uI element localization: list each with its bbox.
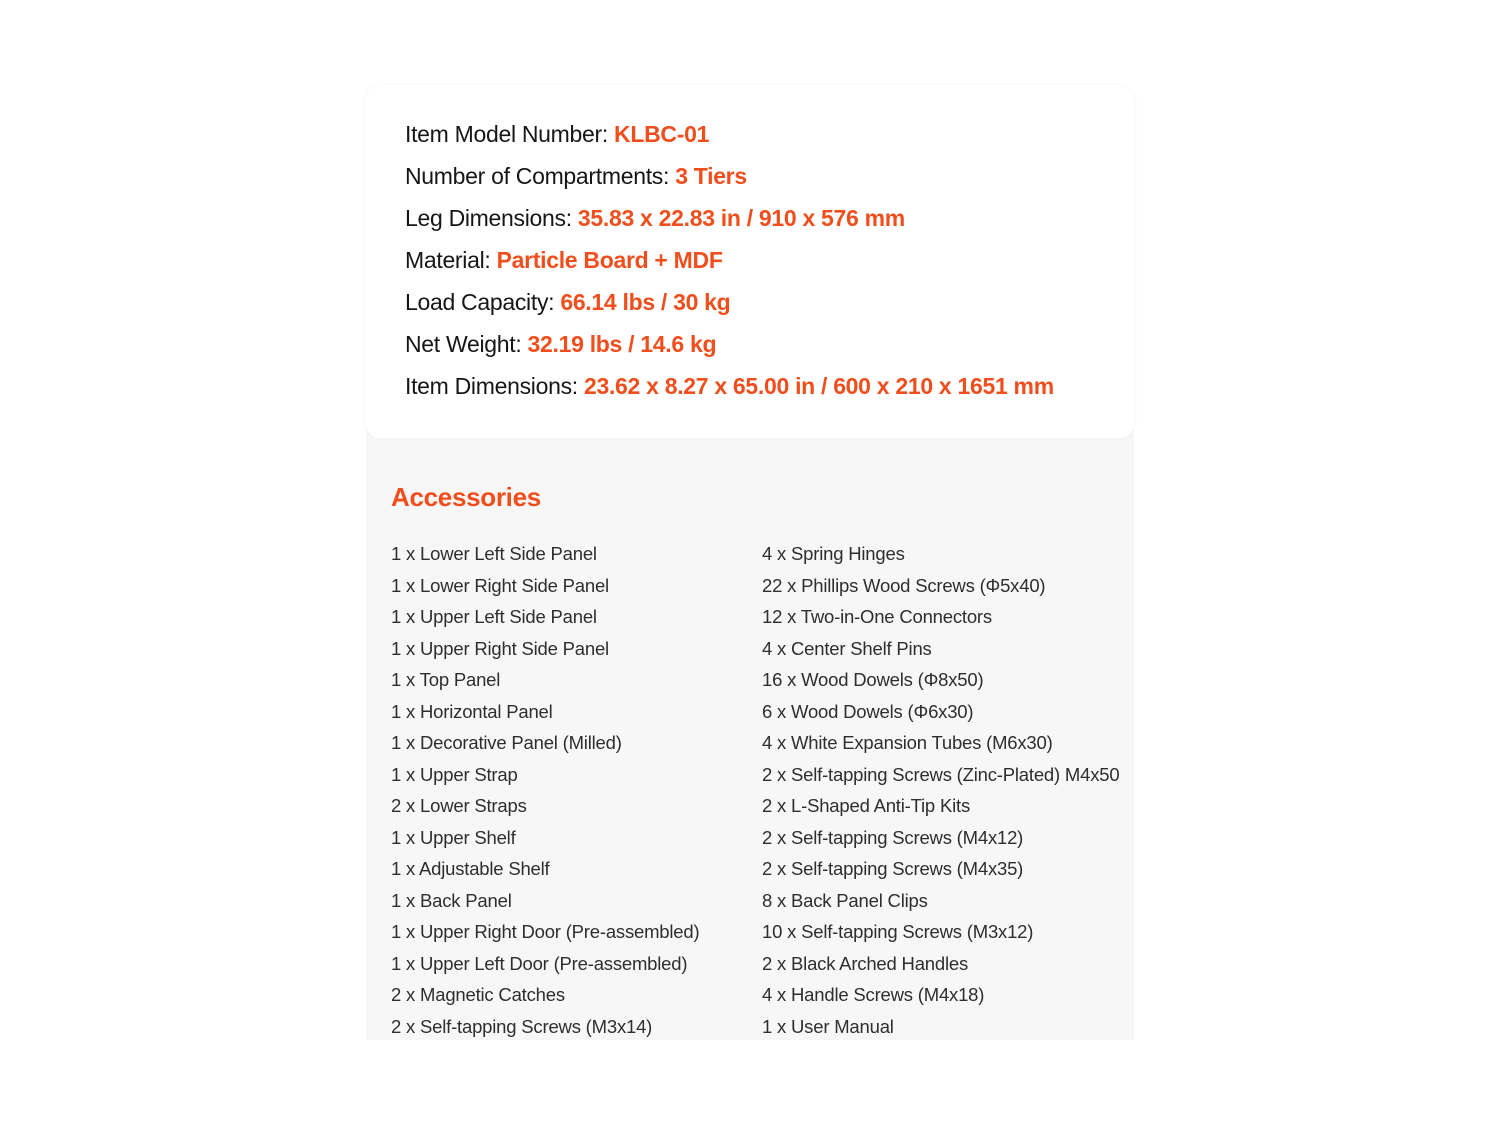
list-item: 2 x Self-tapping Screws (Zinc-Plated) M4x50	[762, 763, 1120, 785]
list-item: 16 x Wood Dowels (Φ8x50)	[762, 669, 984, 690]
list-item: 6 x Wood Dowels (Φ6x30)	[762, 700, 974, 722]
list-item: 2 x Self-tapping Screws (M4x35)	[762, 858, 1024, 879]
spec-value: 3 Tiers	[675, 163, 747, 189]
list-item: 1 x Lower Right Side Panel	[391, 574, 609, 596]
list-item: 2 x Self-tapping Screws (M4x12)	[762, 826, 1024, 848]
spec-label: Number of Compartments:	[405, 163, 670, 189]
list-item: 1 x Back Panel	[391, 889, 512, 911]
list-item: 1 x Upper Shelf	[391, 826, 516, 848]
list-item: 2 x Black Arched Handles	[762, 952, 969, 974]
list-item: 4 x Center Shelf Pins	[762, 637, 932, 659]
list-item: 10 x Self-tapping Screws (M3x12)	[762, 921, 1034, 942]
list-item: 1 x Upper Right Side Panel	[391, 637, 609, 659]
spec-row-load-capacity	[405, 281, 1054, 323]
spec-row-item-dimensions	[405, 365, 1054, 407]
list-item: 1 x Top Panel	[391, 669, 501, 690]
list-item: 2 x Self-tapping Screws (M3x14)	[391, 1015, 653, 1037]
spec-label: Net Weight:	[405, 331, 522, 357]
list-item: 1 x Adjustable Shelf	[391, 858, 550, 879]
list-item: 1 x Upper Left Side Panel	[391, 606, 597, 627]
list-item: 4 x Handle Screws (M4x18)	[762, 984, 985, 1005]
list-item: 2 x Magnetic Catches	[391, 984, 565, 1005]
accessories-list-right	[762, 538, 1119, 1042]
spec-label: Item Dimensions:	[405, 373, 578, 399]
spec-value: 23.62 x 8.27 x 65.00 in / 600 x 210 x 1651 mm	[583, 373, 1054, 399]
list-item: 1 x Upper Strap	[391, 763, 518, 785]
spec-row-net-weight	[405, 323, 1054, 365]
list-item: 1 x Lower Left Side Panel	[391, 543, 597, 564]
list-item: 2 x Lower Straps	[391, 795, 527, 816]
accessories-title: Accessories	[391, 482, 541, 512]
list-item: 4 x Spring Hinges	[762, 543, 905, 564]
list-item: 1 x Upper Left Door (Pre-assembled)	[391, 952, 688, 974]
list-item: 12 x Two-in-One Connectors	[762, 606, 992, 627]
spec-row-material	[405, 239, 1054, 281]
list-item: 4 x White Expansion Tubes (M6x30)	[762, 732, 1053, 753]
spec-value: KLBC-01	[614, 121, 710, 147]
spec-row-compartments	[405, 155, 1054, 197]
spec-label: Material:	[405, 247, 491, 273]
list-item: 1 x Upper Right Door (Pre-assembled)	[391, 921, 700, 942]
list-item: 1 x User Manual	[762, 1015, 894, 1037]
spec-row-model-number	[405, 113, 1054, 155]
spec-label: Load Capacity:	[405, 289, 555, 315]
list-item: 22 x Phillips Wood Screws (Φ5x40)	[762, 574, 1046, 596]
list-item: 8 x Back Panel Clips	[762, 889, 928, 911]
spec-value: 66.14 lbs / 30 kg	[560, 289, 731, 315]
list-item: 2 x L-Shaped Anti-Tip Kits	[762, 795, 971, 816]
spec-label: Item Model Number:	[405, 121, 608, 147]
spec-value: 35.83 x 22.83 in / 910 x 576 mm	[577, 205, 905, 231]
spec-row-leg-dimensions	[405, 197, 1054, 239]
spec-value: Particle Board + MDF	[496, 247, 723, 273]
spec-value: 32.19 lbs / 14.6 kg	[527, 331, 717, 357]
spec-list	[405, 113, 1054, 407]
spec-label: Leg Dimensions:	[405, 205, 572, 231]
accessories-list-left	[391, 538, 699, 1042]
list-item: 1 x Horizontal Panel	[391, 700, 553, 722]
list-item: 1 x Decorative Panel (Milled)	[391, 732, 622, 753]
